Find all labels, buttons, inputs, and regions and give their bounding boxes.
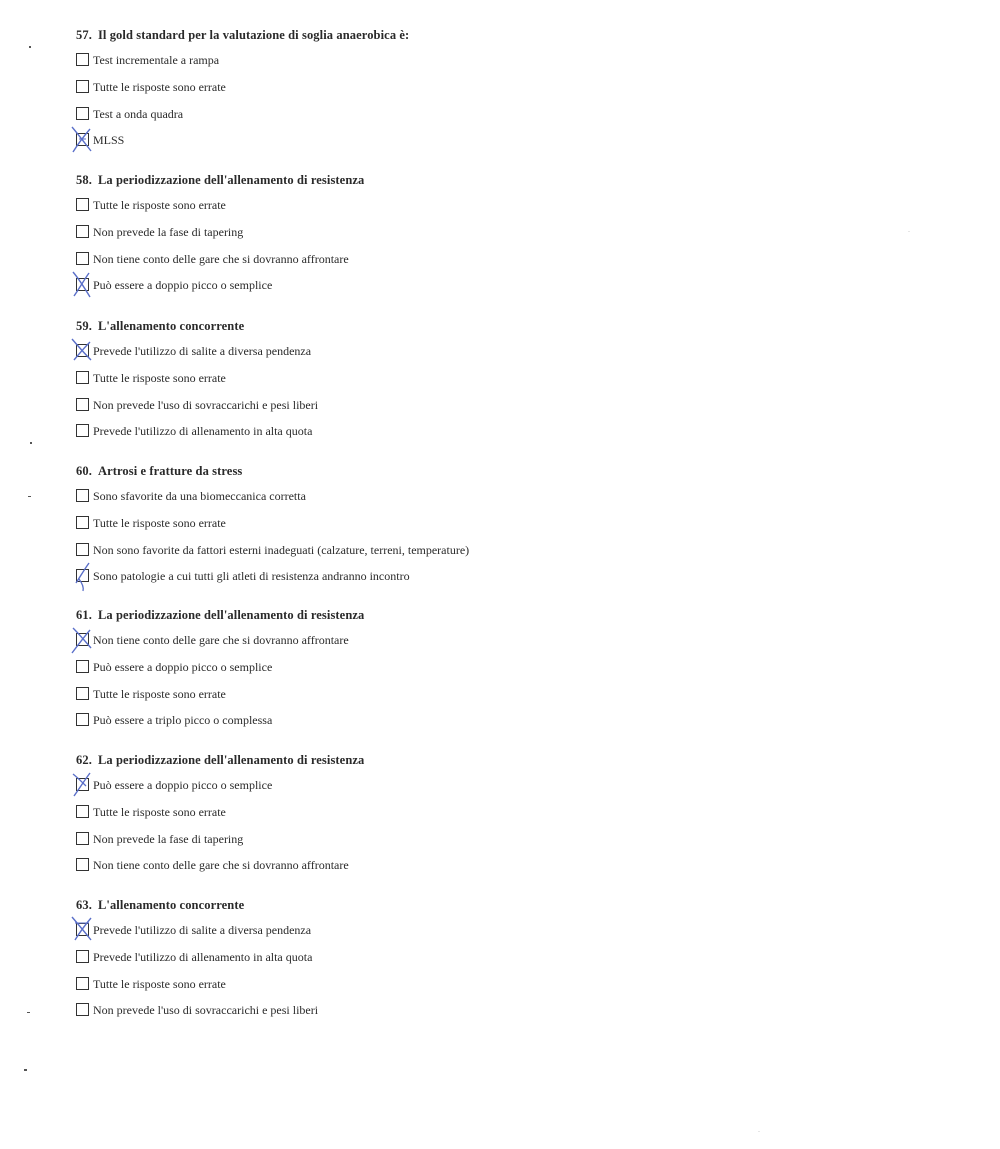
- option-text: Non prevede l'uso di sovraccarichi e pesi liberi: [93, 1003, 319, 1018]
- question-title: [76, 461, 776, 481]
- option-text: Può essere a triplo picco o complessa: [93, 713, 273, 728]
- checkbox[interactable]: [76, 198, 89, 211]
- answer-option[interactable]: [76, 563, 776, 590]
- option-text: Tutte le risposte sono errate: [93, 198, 226, 212]
- option-text: Può essere a doppio picco o semplice: [93, 778, 273, 792]
- checkbox-checked[interactable]: [76, 778, 89, 791]
- option-text: Non tiene conto delle gare che si dovranno affrontare: [93, 251, 349, 266]
- question-text: Artrosi e fratture da stress: [97, 464, 243, 478]
- checkbox[interactable]: [76, 516, 89, 529]
- option-text: Non tiene conto delle gare che si dovranno affrontare: [93, 858, 349, 873]
- question-number: 59.: [76, 319, 92, 333]
- answer-option[interactable]: [76, 917, 776, 944]
- question-number: 58.: [76, 173, 92, 187]
- checkbox[interactable]: [76, 977, 89, 990]
- question-58: [76, 170, 776, 299]
- answer-option[interactable]: [76, 537, 776, 564]
- answer-option[interactable]: [76, 127, 776, 154]
- option-text: Tutte le risposte sono errate: [93, 686, 226, 701]
- option-text: Prevede l'utilizzo di salite a diversa pendenza: [93, 923, 312, 937]
- checkbox[interactable]: [76, 660, 89, 673]
- checkbox[interactable]: [76, 252, 89, 265]
- answer-option[interactable]: [76, 799, 776, 826]
- scan-speck: [758, 1131, 760, 1132]
- option-text: Tutte le risposte sono errate: [93, 79, 226, 94]
- question-number: 62.: [76, 753, 92, 767]
- option-text: Può essere a doppio picco o semplice: [93, 278, 273, 293]
- option-text: Test incrementale a rampa: [93, 53, 220, 67]
- answer-option[interactable]: [76, 826, 776, 853]
- option-text: Tutte le risposte sono errate: [93, 976, 226, 991]
- question-62: [76, 750, 776, 879]
- checkbox[interactable]: [76, 713, 89, 726]
- answer-option[interactable]: [76, 510, 776, 537]
- question-text: L'allenamento concorrente: [97, 898, 245, 912]
- option-text: Test a onda quadra: [93, 106, 184, 121]
- checkbox[interactable]: [76, 832, 89, 845]
- question-title: [76, 605, 776, 625]
- question-title: [76, 170, 776, 190]
- question-number: 63.: [76, 898, 92, 912]
- checkbox[interactable]: [76, 371, 89, 384]
- question-text: La periodizzazione dell'allenamento di resistenza: [97, 173, 365, 187]
- checkbox[interactable]: [76, 1003, 89, 1016]
- answer-option[interactable]: [76, 392, 776, 419]
- question-title: [76, 25, 776, 45]
- question-57: [76, 25, 776, 154]
- option-text: Prevede l'utilizzo di allenamento in alta quota: [93, 949, 313, 964]
- option-text: Tutte le risposte sono errate: [93, 804, 226, 819]
- checkbox[interactable]: [76, 950, 89, 963]
- answer-option[interactable]: [76, 418, 776, 445]
- option-text: Sono sfavorite da una biomeccanica corretta: [93, 489, 306, 503]
- checkbox[interactable]: [76, 424, 89, 437]
- checkbox[interactable]: [76, 53, 89, 66]
- checkbox-checked[interactable]: [76, 278, 89, 291]
- option-text: Non tiene conto delle gare che si dovranno affrontare: [93, 633, 349, 647]
- checkbox[interactable]: [76, 107, 89, 120]
- checkbox-checked[interactable]: [76, 569, 89, 582]
- question-59: [76, 316, 776, 445]
- answer-option[interactable]: [76, 74, 776, 101]
- scan-speck: [24, 1069, 27, 1071]
- answer-option[interactable]: [76, 971, 776, 998]
- option-text: Può essere a doppio picco o semplice: [93, 659, 273, 674]
- scan-speck: [908, 231, 910, 232]
- answer-option[interactable]: [76, 246, 776, 273]
- question-text: Il gold standard per la valutazione di soglia anaerobica è:: [97, 28, 410, 42]
- option-text: Non sono favorite da fattori esterni inadeguati (calzature, terreni, temperature): [93, 542, 470, 557]
- question-number: 60.: [76, 464, 92, 478]
- answer-option[interactable]: [76, 483, 776, 510]
- question-title: [76, 895, 776, 915]
- answer-option[interactable]: [76, 772, 776, 799]
- question-60: [76, 461, 776, 590]
- checkbox-checked[interactable]: [76, 633, 89, 646]
- question-text: L'allenamento concorrente: [97, 319, 245, 333]
- option-text: Non prevede la fase di tapering: [93, 831, 244, 846]
- checkbox-checked[interactable]: [76, 133, 89, 146]
- answer-option[interactable]: [76, 627, 776, 654]
- checkbox-checked[interactable]: [76, 923, 89, 936]
- checkbox-checked[interactable]: [76, 344, 89, 357]
- scan-speck: [29, 46, 31, 48]
- answer-option[interactable]: [76, 192, 776, 219]
- answer-option[interactable]: [76, 272, 776, 299]
- question-number: 61.: [76, 608, 92, 622]
- answer-option[interactable]: [76, 852, 776, 879]
- checkbox[interactable]: [76, 687, 89, 700]
- question-text: La periodizzazione dell'allenamento di resistenza: [97, 753, 365, 767]
- scan-speck: [30, 442, 32, 444]
- answer-option[interactable]: [76, 219, 776, 246]
- option-text: Prevede l'utilizzo di salite a diversa pendenza: [93, 344, 312, 358]
- checkbox[interactable]: [76, 225, 89, 238]
- option-text: Prevede l'utilizzo di allenamento in alta quota: [93, 424, 313, 439]
- answer-option[interactable]: [76, 681, 776, 708]
- answer-option[interactable]: [76, 944, 776, 971]
- question-number: 57.: [76, 28, 92, 42]
- question-63: [76, 895, 776, 1024]
- option-text: Tutte le risposte sono errate: [93, 370, 226, 385]
- answer-option[interactable]: [76, 997, 776, 1024]
- option-text: Non prevede l'uso di sovraccarichi e pesi liberi: [93, 397, 319, 412]
- question-61: [76, 605, 776, 734]
- checkbox[interactable]: [76, 489, 89, 502]
- question-title: [76, 750, 776, 770]
- answer-option[interactable]: [76, 654, 776, 681]
- option-text: MLSS: [93, 133, 125, 148]
- checkbox[interactable]: [76, 80, 89, 93]
- question-text: La periodizzazione dell'allenamento di resistenza: [97, 608, 365, 622]
- option-text: Non prevede la fase di tapering: [93, 224, 244, 239]
- scan-speck: [27, 1012, 30, 1013]
- checkbox[interactable]: [76, 543, 89, 556]
- option-text: Tutte le risposte sono errate: [93, 515, 226, 530]
- question-title: [76, 316, 776, 336]
- checkbox[interactable]: [76, 805, 89, 818]
- answer-option[interactable]: [76, 365, 776, 392]
- option-text: Sono patologie a cui tutti gli atleti di resistenza andranno incontro: [93, 569, 410, 584]
- scan-speck: [28, 496, 31, 497]
- checkbox[interactable]: [76, 398, 89, 411]
- answer-option[interactable]: [76, 338, 776, 365]
- checkbox[interactable]: [76, 858, 89, 871]
- answer-option[interactable]: [76, 101, 776, 128]
- answer-option[interactable]: [76, 707, 776, 734]
- answer-option[interactable]: [76, 47, 776, 74]
